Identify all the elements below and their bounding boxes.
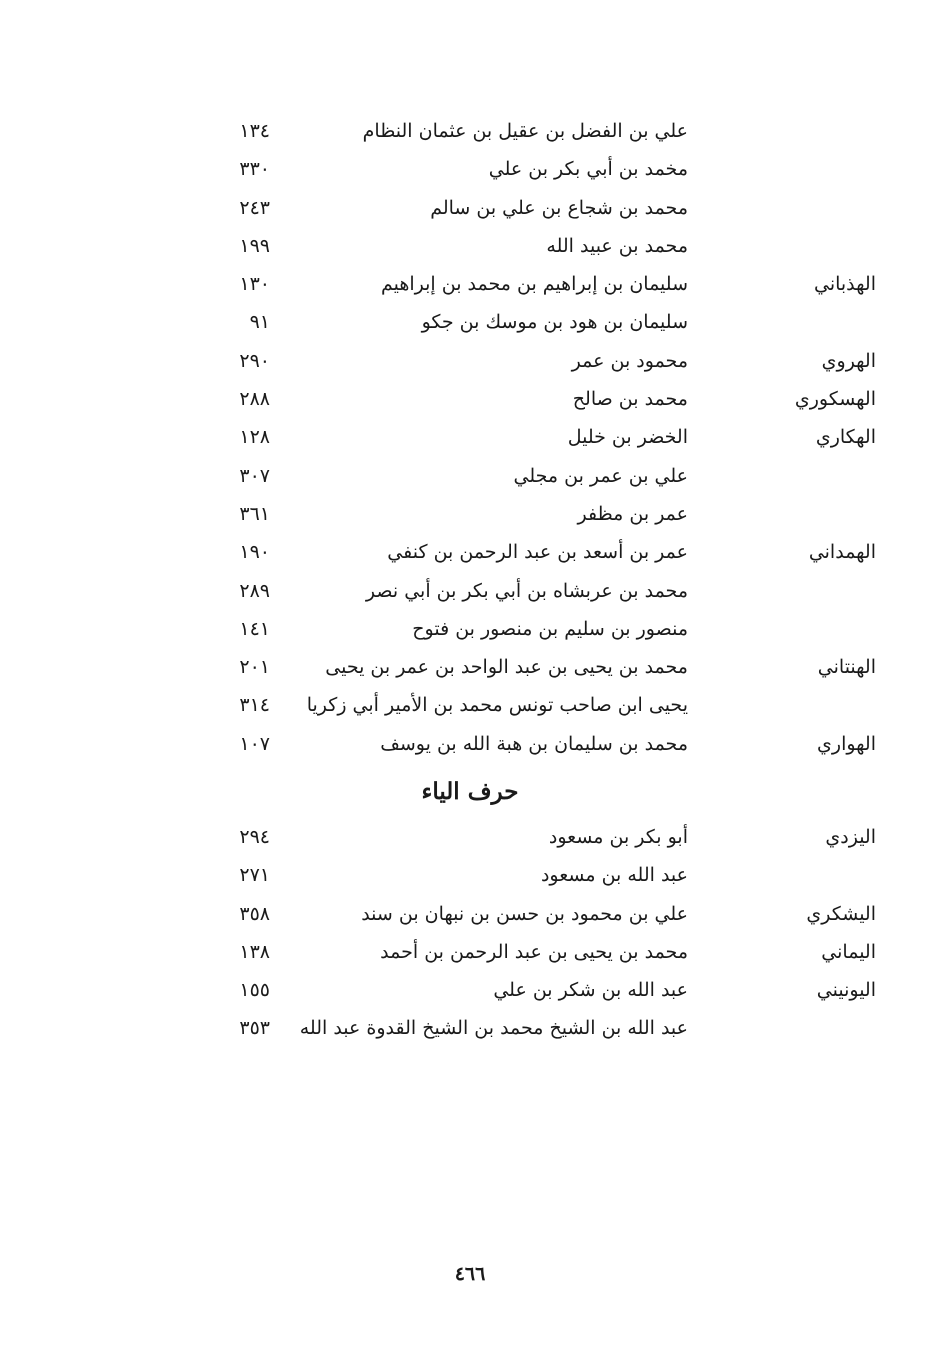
entry-page-number: ٢٤٣ (239, 196, 270, 219)
index-entry (0, 725, 940, 763)
entry-nisba: اليماني (821, 940, 876, 963)
entry-nisba: اليونيني (816, 979, 876, 1002)
entry-name: محمود بن عمر (571, 349, 688, 372)
entry-name: محمد بن عبيد الله (546, 234, 688, 257)
entry-nisba: الهسكوري (794, 388, 876, 411)
entry-name: علي بن الفضل بن عقيل بن عثمان النظام (362, 120, 688, 142)
entry-nisba (726, 610, 876, 648)
index-entry (0, 895, 940, 933)
index-entry (0, 112, 940, 150)
entry-page-number: ١٥٥ (239, 979, 270, 1002)
entry-nisba (726, 457, 876, 495)
page-number: ٤٦٦ (454, 1263, 486, 1285)
entry-page-number: ٢٨٩ (239, 579, 270, 602)
entry-nisba (726, 495, 876, 533)
entry-name: يحيى ابن صاحب تونس محمد بن الأمير أبي زكريا (306, 694, 688, 717)
entry-page-number: ٣٦١ (239, 502, 270, 525)
entry-name: علي بن محمود بن حسن بن نبهان بن سند (361, 902, 688, 925)
entry-nisba: الهكاري (815, 426, 876, 449)
entry-name: عمر بن مظفر (577, 502, 688, 525)
entry-nisba: الهنتاني (817, 656, 876, 679)
entry-name: علي بن عمر بن مجلي (513, 464, 688, 487)
index-entry (0, 818, 940, 856)
entry-page-number: ١٣٨ (239, 940, 270, 963)
entry-nisba (726, 572, 876, 610)
entry-nisba (726, 686, 876, 724)
entry-page-number: ١٠٧ (239, 732, 270, 755)
index-entry (0, 572, 940, 610)
entry-page-number: ١٤١ (239, 617, 270, 640)
index-entry (0, 189, 940, 227)
entry-page-number: ٣١٤ (239, 694, 270, 717)
index-entry (0, 150, 940, 188)
entry-name: محمد بن شجاع بن علي بن سالم (430, 196, 688, 219)
entry-name: محمد بن يحيى بن عبد الرحمن بن أحمد (380, 940, 688, 963)
entry-name: محمد بن عربشاه بن أبي بكر بن أبي نصر (365, 579, 688, 602)
index-entry (0, 418, 940, 456)
index-entries-bottom (0, 818, 940, 1048)
entry-nisba (726, 150, 876, 188)
entry-name: محمد بن يحيى بن عبد الواحد بن عمر بن يحيى (325, 656, 688, 679)
entry-page-number: ٣٥٨ (239, 902, 270, 925)
entry-name: الخضر بن خليل (567, 426, 688, 449)
entry-page-number: ١٣٠ (239, 273, 270, 296)
entry-page-number: ٣٣٠ (239, 158, 270, 181)
index-entry (0, 971, 940, 1009)
entry-page-number: ٢٠١ (239, 656, 270, 679)
entry-nisba: الهواري (817, 732, 876, 755)
index-entries-top (0, 112, 940, 763)
index-entry (0, 856, 940, 894)
index-entry (0, 933, 940, 971)
entry-name: سليمان بن هود بن موسك بن جكو (421, 311, 688, 334)
entry-page-number: ٩١ (249, 311, 270, 334)
entry-name: محمد بن صالح (572, 388, 688, 411)
index-entry (0, 303, 940, 341)
index-entry (0, 1009, 940, 1047)
entry-nisba: الهروي (821, 349, 876, 372)
entry-nisba (726, 1009, 876, 1047)
entry-nisba: الهمداني (808, 541, 876, 564)
entry-nisba (726, 227, 876, 265)
entry-nisba: اليزدي (825, 826, 876, 848)
entry-name: محمد بن سليمان بن هبة الله بن يوسف (380, 732, 688, 755)
index-entry (0, 495, 940, 533)
entry-name: عمر بن أسعد بن عبد الرحمن بن كنفي (387, 541, 688, 564)
index-entry (0, 610, 940, 648)
entry-name: أبو بكر بن مسعود (548, 826, 688, 848)
entry-name: مخمد بن أبي بكر بن علي (488, 158, 688, 181)
entry-name: عبد الله بن مسعود (540, 864, 688, 887)
index-entry (0, 457, 940, 495)
index-entry (0, 265, 940, 303)
index-entry (0, 227, 940, 265)
index-entry (0, 342, 940, 380)
entry-page-number: ٣٥٣ (239, 1017, 270, 1040)
entry-nisba (726, 112, 876, 150)
entry-page-number: ١٢٨ (239, 426, 270, 449)
entry-page-number: ٣٠٧ (239, 464, 270, 487)
entry-page-number: ٢٧١ (239, 864, 270, 887)
section-heading: حرف الياء (421, 778, 519, 805)
entry-nisba: الهذباني (813, 273, 876, 296)
entry-page-number: ١٣٤ (239, 120, 270, 142)
index-entry (0, 533, 940, 571)
entry-name: عبد الله بن الشيخ محمد بن الشيخ القدوة عبد الله (299, 1017, 688, 1040)
entry-page-number: ١٩٠ (239, 541, 270, 564)
entry-nisba (726, 856, 876, 894)
entry-name: سليمان بن إبراهيم بن محمد بن إبراهيم (380, 273, 688, 296)
index-entry (0, 380, 940, 418)
index-entry (0, 686, 940, 724)
entry-nisba (726, 303, 876, 341)
entry-name: منصور بن سليم بن منصور بن فتوح (412, 617, 688, 640)
entry-page-number: ٢٨٨ (239, 388, 270, 411)
entry-page-number: ٢٩٠ (239, 349, 270, 372)
entry-page-number: ٢٩٤ (239, 826, 270, 848)
entry-name: عبد الله بن شكر بن علي (493, 979, 688, 1002)
index-entry (0, 648, 940, 686)
entry-nisba: اليشكري (806, 902, 876, 925)
entry-page-number: ١٩٩ (239, 234, 270, 257)
entry-nisba (726, 189, 876, 227)
